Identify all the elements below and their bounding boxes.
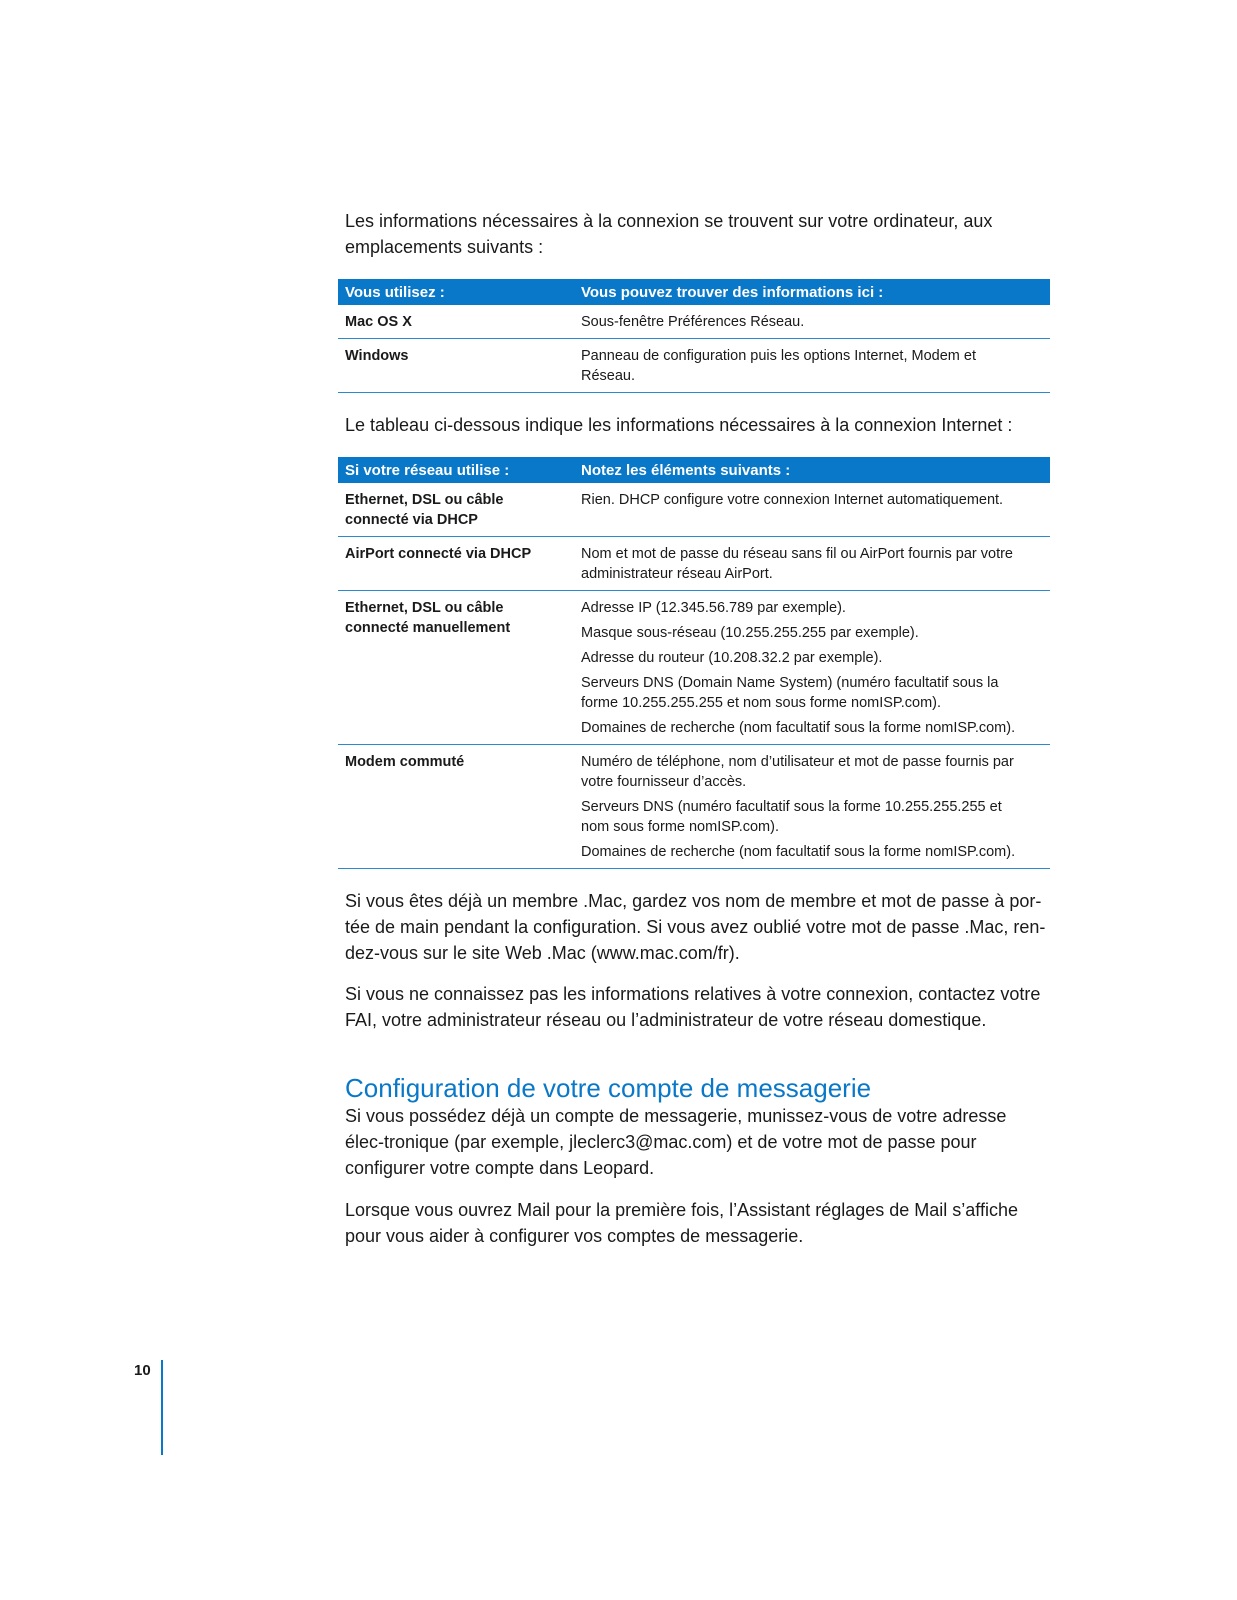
section-heading: Configuration de votre compte de messagerie (345, 1073, 872, 1103)
value-line: Sous-fenêtre Préférences Réseau. (581, 314, 805, 330)
table2-intro-paragraph: Le tableau ci-dessous indique les informations nécessaires à la connexion Internet : (345, 415, 1013, 435)
page-content (345, 208, 1050, 1249)
header-reseau-utilise: Si votre réseau utilise : (338, 457, 574, 483)
intro-paragraph: Les informations nécessaires à la connexion se trouvent sur votre ordinateur, aux emplacements suivants : (345, 211, 993, 257)
row-key: AirPort connecté via DHCP (338, 537, 574, 591)
value-line: Adresse IP (12.345.56.789 par exemple). (581, 600, 846, 616)
table-header-row (338, 279, 1050, 305)
row-value (574, 745, 1050, 869)
mail-assistant-paragraph: Lorsque vous ouvrez Mail pour la première fois, l’Assistant réglages de Mail s’affiche pour vous aider à configurer vos comptes de messagerie. (345, 1200, 1018, 1246)
table-row (338, 339, 1050, 393)
value-line: Rien. DHCP configure votre connexion Internet automatiquement. (581, 492, 1004, 508)
row-key: Ethernet, DSL ou câble connecté via DHCP (338, 483, 574, 537)
value-line: Panneau de configuration puis les options Internet, Modem et Réseau. (581, 348, 976, 384)
value-line: Nom et mot de passe du réseau sans fil ou AirPort fournis par votre administrateur réseau AirPort. (581, 546, 1013, 582)
row-value (574, 483, 1050, 537)
value-line: Domaines de recherche (nom facultatif sous la forme nomISP.com). (581, 844, 1016, 860)
table-row (338, 305, 1050, 339)
row-value (574, 591, 1050, 745)
page-number-rule (161, 1360, 163, 1455)
fai-paragraph: Si vous ne connaissez pas les informations relatives à votre connexion, contactez votre FAI, votre administrateur réseau ou l’administrateur de votre réseau domestique. (345, 984, 1041, 1030)
value-line: Adresse du routeur (10.208.32.2 par exemple). (581, 650, 883, 666)
value-line: Serveurs DNS (numéro facultatif sous la forme 10.255.255.255 et nom sous forme nomISP.com). (581, 799, 1002, 835)
value-line: Serveurs DNS (Domain Name System) (numéro facultatif sous la forme 10.255.255.255 et nom sous forme nomISP.com). (581, 675, 999, 711)
table-row (338, 591, 1050, 745)
row-value (574, 537, 1050, 591)
row-key: Modem commuté (338, 745, 574, 869)
table-header-row (338, 457, 1050, 483)
row-value (574, 339, 1050, 393)
page-number: 10 (134, 1362, 151, 1379)
row-key: Mac OS X (338, 305, 574, 339)
row-key: Ethernet, DSL ou câble connecté manuellement (338, 591, 574, 745)
table-row (338, 483, 1050, 537)
header-informations-ici: Vous pouvez trouver des informations ici : (574, 279, 1050, 305)
network-info-table (338, 457, 1050, 869)
location-table (338, 279, 1050, 393)
mail-account-paragraph: Si vous possédez déjà un compte de messagerie, munissez-vous de votre adresse élec-tronique (par exemple, jleclerc3@mac.com) et de votre mot de passe pour configurer votre compte dans Leopard. (345, 1106, 1007, 1178)
row-value (574, 305, 1050, 339)
table-row (338, 537, 1050, 591)
mac-member-paragraph: Si vous êtes déjà un membre .Mac, gardez vos nom de membre et mot de passe à por-tée de main pendant la configuration. Si vous avez oublié votre mot de passe .Mac, ren-dez-vous sur le site Web .Mac (www.mac.com/fr). (345, 891, 1046, 963)
header-elements-suivants: Notez les éléments suivants : (574, 457, 1050, 483)
header-vous-utilisez: Vous utilisez : (338, 279, 574, 305)
row-key: Windows (338, 339, 574, 393)
value-line: Domaines de recherche (nom facultatif sous la forme nomISP.com). (581, 720, 1016, 736)
value-line: Masque sous-réseau (10.255.255.255 par exemple). (581, 625, 919, 641)
value-line: Numéro de téléphone, nom d’utilisateur et mot de passe fournis par votre fournisseur d’accès. (581, 754, 1014, 790)
table-row (338, 745, 1050, 869)
